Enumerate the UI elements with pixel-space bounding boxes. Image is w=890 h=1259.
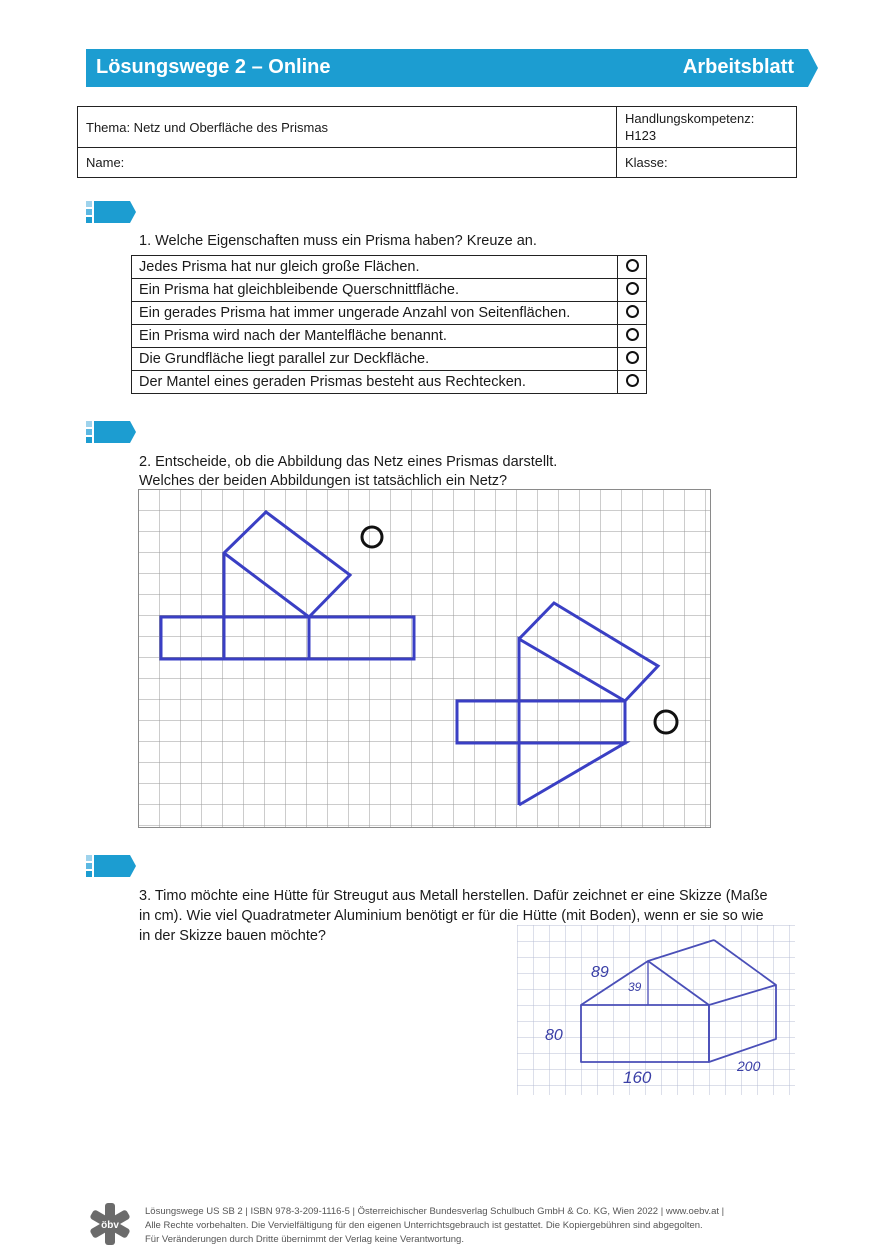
publisher-logo — [88, 1203, 132, 1245]
label-depth: 200 — [737, 1058, 761, 1074]
class-field[interactable]: Klasse: — [617, 148, 797, 178]
name-field[interactable]: Name: — [78, 148, 617, 178]
worksheet-label: Arbeitsblatt — [682, 56, 794, 78]
task1-prompt: 1. Welche Eigenschaften muss ein Prisma haben? Kreuze an. — [139, 233, 537, 249]
hut-sketch — [517, 925, 797, 1102]
task2-prompt-line2: Welches der beiden Abbildungen ist tatsächlich ein Netz? — [139, 473, 508, 489]
logo-text: öbv — [101, 1220, 119, 1231]
statement-text: Der Mantel eines geraden Prismas besteht aus Rechtecken. — [132, 371, 618, 394]
table-row — [132, 302, 647, 325]
label-slant: 89 — [591, 964, 609, 981]
competence-cell — [617, 107, 797, 148]
statement-text: Die Grundfläche liegt parallel zur Deckfläche. — [132, 348, 618, 371]
task3-prompt-line3: in der Skizze bauen möchte? — [139, 928, 326, 944]
answer-checkbox[interactable] — [618, 371, 647, 394]
table-row — [132, 371, 647, 394]
footer-copyright — [145, 1205, 724, 1247]
statement-text: Ein Prisma wird nach der Mantelfläche benannt. — [132, 325, 618, 348]
answer-checkbox[interactable] — [618, 325, 647, 348]
task2-prompt-line1: 2. Entscheide, ob die Abbildung das Netz eines Prismas darstellt. — [139, 454, 558, 470]
properties-table — [131, 255, 647, 394]
answer-checkbox[interactable] — [618, 256, 647, 279]
competence-value: H123 — [625, 128, 657, 143]
section-marker-2 — [86, 421, 136, 443]
label-wall-height: 80 — [545, 1027, 563, 1044]
statement-text: Ein Prisma hat gleichbleibende Querschnittfläche. — [132, 279, 618, 302]
net-grid-svg — [138, 489, 712, 830]
answer-checkbox[interactable] — [618, 348, 647, 371]
topic-cell: Thema: Netz und Oberfläche des Prismas — [78, 107, 617, 148]
hut-sketch-svg — [517, 925, 797, 1097]
worksheet-info-table — [77, 106, 797, 178]
section-marker-3 — [86, 855, 136, 877]
header-banner — [86, 49, 816, 87]
table-row — [132, 325, 647, 348]
footer-line-3: Für Veränderungen durch Dritte übernimmt der Verlag keine Verantwortung. — [145, 1234, 464, 1245]
footer-line-1: Lösungswege US SB 2 | ISBN 978-3-209-1116-5 | Österreichischer Bundesverlag Schulbuch GmbH & Co. KG, Wien 2022 | www.oebv.at | — [145, 1206, 725, 1217]
label-roof-height: 39 — [628, 980, 642, 994]
answer-checkbox[interactable] — [618, 279, 647, 302]
table-row — [132, 348, 647, 371]
statement-text: Ein gerades Prisma hat immer ungerade Anzahl von Seitenflächen. — [132, 302, 618, 325]
section-marker-1 — [86, 201, 136, 223]
statement-text: Jedes Prisma hat nur gleich große Flächen. — [132, 256, 618, 279]
table-row — [132, 279, 647, 302]
answer-checkbox[interactable] — [618, 302, 647, 325]
task3-prompt-line1: 3. Timo möchte eine Hütte für Streugut aus Metall herstellen. Dafür zeichnet er eine Skizze (Maße — [139, 888, 768, 904]
series-title: Lösungswege 2 – Online — [96, 56, 331, 78]
task3-prompt-line2: in cm). Wie viel Quadratmeter Aluminium benötigt er für die Hütte (mit Boden), wenn er sie so wie — [139, 908, 764, 924]
net-grid-figure — [138, 489, 712, 835]
competence-label: Handlungskompetenz: — [625, 111, 755, 126]
table-row — [132, 256, 647, 279]
label-length: 160 — [623, 1068, 652, 1087]
footer-line-2: Alle Rechte vorbehalten. Die Vervielfältigung für den eigenen Unterrichtsgebrauch ist gestattet. Die Kopiergebühren sind abgegolten. — [145, 1220, 703, 1231]
